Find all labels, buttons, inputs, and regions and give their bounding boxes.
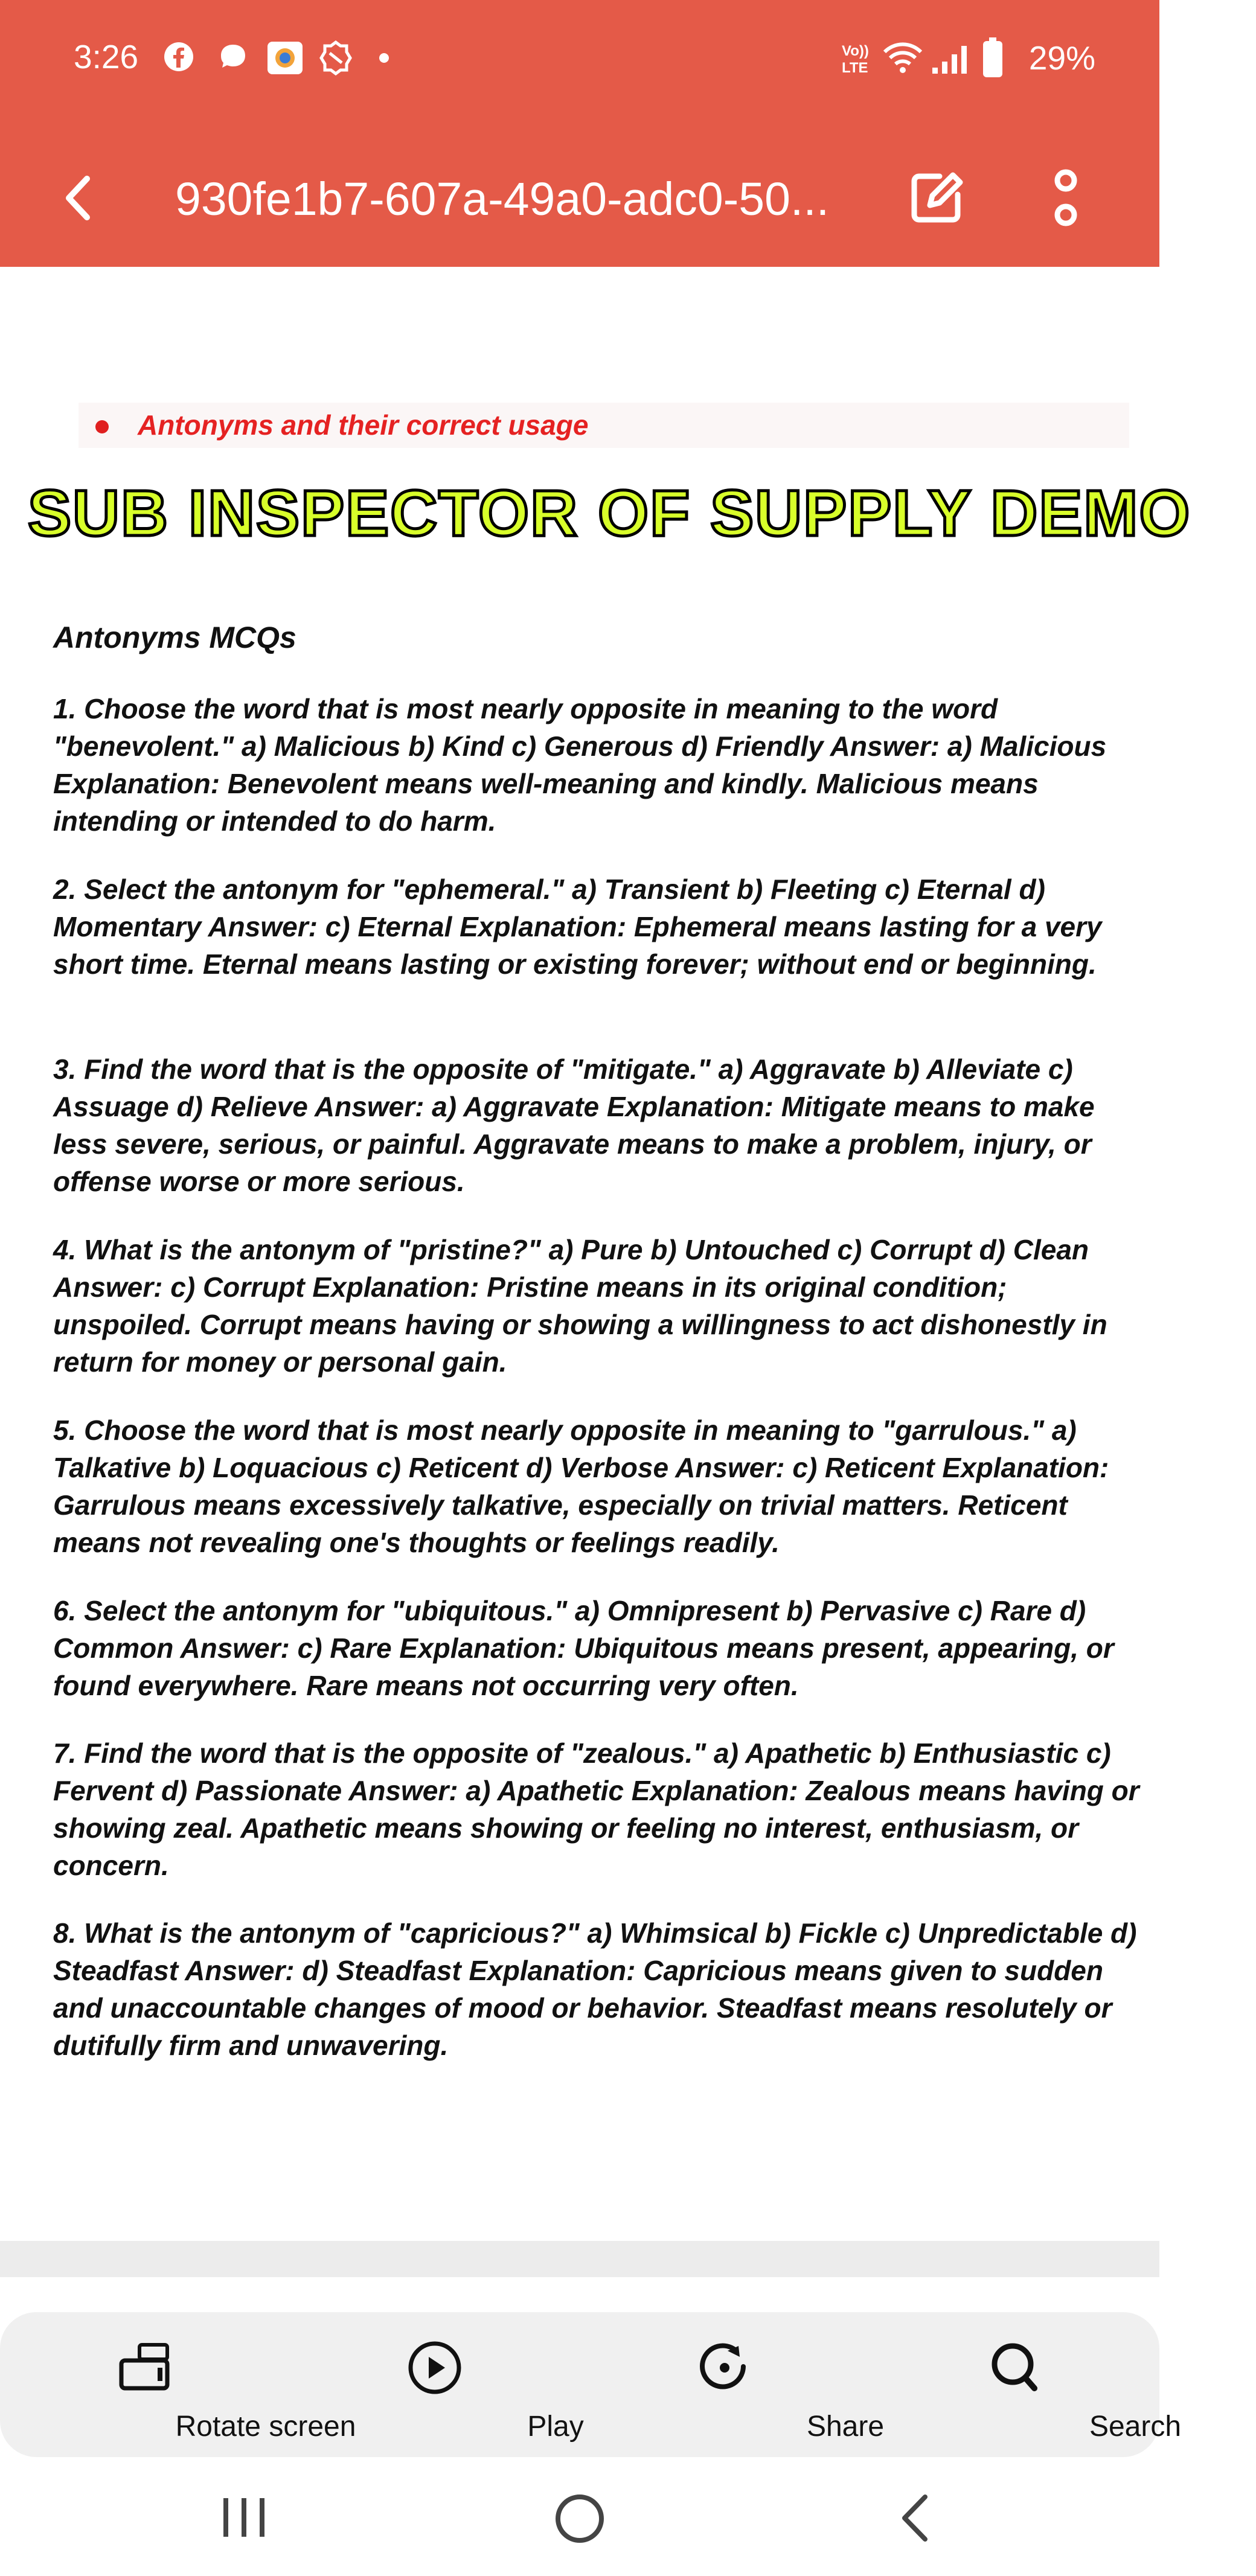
play-button[interactable] xyxy=(314,2312,584,2457)
question-8: 8. What is the antonym of "capricious?" a) Whimsical b) Fickle c) Unpredictable d) Steadfast Answer: d) Steadfast Explanation: Capricious means given to sudden and unaccountable changes of mood or behavior. Steadfast means resolutely or dutifully firm and unwavering. xyxy=(53,1917,1137,2061)
bullet-dot xyxy=(95,420,109,433)
bullet-item xyxy=(78,403,1129,448)
battery-icon xyxy=(981,36,1005,78)
rotate-screen-button[interactable] xyxy=(24,2312,356,2457)
app-notification-icon xyxy=(266,40,304,76)
system-back-icon[interactable] xyxy=(894,2491,936,2545)
question-1: 1. Choose the word that is most nearly opposite in meaning to the word "benevolent." a) Malicious b) Kind c) Generous d) Friendly Answer: a) Malicious Explanation: Benevolent means well-meaning and kindly. Malicious means intending or intended to do harm. xyxy=(53,693,1107,837)
document-viewer[interactable] xyxy=(0,267,1191,2241)
question-7: 7. Find the word that is the opposite of "zealous." a) Apathetic b) Enthusiastic c) Fervent d) Passionate Answer: a) Apathetic Explanation: Zealous means having or showing zeal. Apathetic means showing or feeling no interest, enthusiasm, or concern. xyxy=(53,1737,1139,1881)
share-button[interactable] xyxy=(604,2312,885,2457)
wifi-icon xyxy=(882,40,924,76)
recent-apps-icon[interactable] xyxy=(217,2493,272,2542)
svg-text:Vo)): Vo)) xyxy=(842,43,869,59)
status-bar xyxy=(0,0,1159,121)
content-divider xyxy=(0,2241,1159,2277)
edit-icon[interactable] xyxy=(906,168,966,228)
battery-percentage: 29% xyxy=(1028,39,1095,77)
bullet-text: Antonyms and their correct usage xyxy=(138,409,589,441)
rotate-screen-label: Rotate screen xyxy=(175,2411,356,2443)
section-title: Antonyms MCQs xyxy=(53,621,296,654)
search-icon xyxy=(981,2336,1048,2397)
more-options-icon[interactable] xyxy=(1051,165,1081,232)
system-nav-bar xyxy=(0,2457,1159,2576)
status-time: 3:26 xyxy=(74,38,139,75)
question-2: 2. Select the antonym for "ephemeral." a) Transient b) Fleeting c) Eternal d) Momentary Answer: c) Eternal Explanation: Ephemeral means lasting for a very short time. Eternal means lasting or existing forever; without end or beginning. xyxy=(53,874,1102,980)
question-4: 4. What is the antonym of "pristine?" a) Pure b) Untouched c) Corrupt d) Clean Answer: c) Corrupt Explanation: Pristine means in its original condition; unspoiled. Corrupt means having or showing a willingness to act dishonestly in return for money or personal gain. xyxy=(53,1234,1107,1378)
badge-icon xyxy=(318,40,354,76)
home-icon[interactable] xyxy=(551,2490,609,2548)
bottom-action-bar xyxy=(0,2312,1182,2457)
search-label: Search xyxy=(1089,2411,1182,2443)
notification-dot-icon xyxy=(378,52,390,64)
question-6: 6. Select the antonym for "ubiquitous." a) Omnipresent b) Pervasive c) Rare d) Common Answer: c) Rare Explanation: Ubiquitous means present, appearing, or found everywhere. Rare means not occurring very often. xyxy=(53,1595,1114,1701)
demo-banner: SUB INSPECTOR OF SUPPLY DEMO xyxy=(28,476,1191,549)
rotate-screen-icon xyxy=(112,2336,178,2397)
app-bar xyxy=(0,151,1159,241)
signal-icon xyxy=(930,40,973,76)
share-icon xyxy=(691,2336,758,2397)
play-label: Play xyxy=(527,2411,584,2443)
back-arrow-icon[interactable] xyxy=(60,174,97,222)
play-icon xyxy=(402,2336,468,2397)
facebook-icon xyxy=(162,40,196,74)
question-5: 5. Choose the word that is most nearly opposite in meaning to "garrulous." a) Talkative b) Loquacious c) Reticent d) Verbose Answer: c) Reticent Explanation: Garrulous means excessively talkative, especially on trivial matters. Reticent means not revealing one's thoughts or feelings readily. xyxy=(53,1414,1109,1558)
document-title: 930fe1b7-607a-49a0-adc0-50... xyxy=(175,173,830,225)
question-3: 3. Find the word that is the opposite of "mitigate." a) Aggravate b) Alleviate c) Assuage d) Relieve Answer: a) Aggravate Explanation: Mitigate means to make less severe, serious, or painful. Aggravate means to make a problem, injury, or offense worse or more serious. xyxy=(53,1053,1095,1197)
top-bar xyxy=(0,0,1159,267)
volte-icon xyxy=(839,40,877,76)
search-button[interactable] xyxy=(894,2312,1182,2457)
chat-bubble-icon xyxy=(216,40,250,74)
share-label: Share xyxy=(806,2411,885,2443)
svg-text:LTE: LTE xyxy=(842,60,868,76)
